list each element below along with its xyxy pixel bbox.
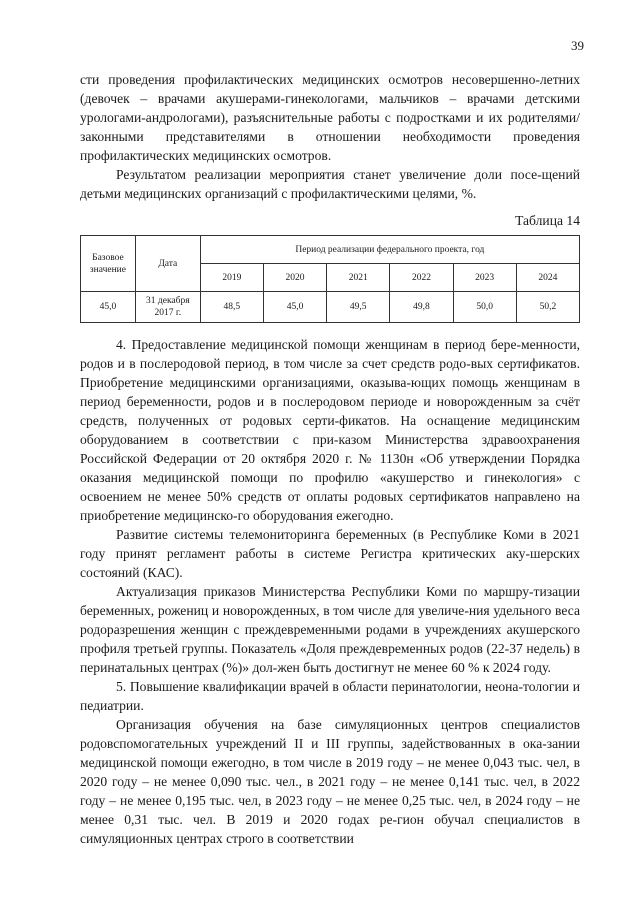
- header-date: Дата: [135, 236, 200, 292]
- paragraph-continuation: сти проведения профилактических медицинских осмотров несовершенно-летних (девочек – врачами акушерами-гинекологами, мальчиков – врачами детскими урологами-андрологами), разъяснительные работы с подростками и их родителями/законными представителями в отношении необходимости проведения профилактических медицинских осмотров.: [80, 72, 580, 163]
- header-year: 2024: [516, 264, 579, 292]
- header-year: 2021: [327, 264, 390, 292]
- paragraph-item-5: 5. Повышение квалификации врачей в области перинатологии, неона-тологии и педиатрии.: [80, 679, 580, 713]
- cell-value: 49,8: [390, 292, 453, 323]
- paragraph-telemonitoring: Развитие системы телемониторинга беременных (в Республике Коми в 2021 году принят регламент работы в системе Регистра критических аку-шерских состояний (КАС).: [80, 527, 580, 580]
- cell-value: 50,0: [453, 292, 516, 323]
- paragraph-training: Организация обучения на базе симуляционных центров специалистов родовспомогательных учреждений II и III группы, задействованных в ока-зании медицинской помощи ежегодно, в том числе в 2019 году – не менее 0,043 тыс. чел, в 2020 году – не менее 0,090 тыс. чел., в 2021 году – не менее 0,141 тыс. чел, в 2022 году – не менее 0,195 тыс. чел, в 2023 году – не менее 0,25 тыс. чел, в 2024 году – не менее 0,31 тыс. чел. В 2019 и 2020 годах ре-гион обучал специалистов в симуляционных центрах строго в соответствии: [80, 717, 580, 846]
- paragraph-result: Результатом реализации мероприятия станет увеличение доли посе-щений детьми медицинских организаций с профилактическими целями, %.: [80, 167, 580, 201]
- header-base-value: Базовое значение: [81, 236, 136, 292]
- cell-base-value: 45,0: [81, 292, 136, 323]
- cell-value: 48,5: [200, 292, 263, 323]
- cell-value: 50,2: [516, 292, 579, 323]
- cell-date: 31 декабря 2017 г.: [135, 292, 200, 323]
- table-caption: Таблица 14: [515, 213, 580, 228]
- indicator-table: [80, 235, 580, 323]
- page-number: 39: [571, 38, 584, 53]
- cell-value: 45,0: [263, 292, 326, 323]
- header-year: 2023: [453, 264, 516, 292]
- header-period: Период реализации федерального проекта, год: [200, 236, 579, 264]
- header-year: 2020: [263, 264, 326, 292]
- header-year: 2022: [390, 264, 453, 292]
- header-year: 2019: [200, 264, 263, 292]
- table-row: [81, 292, 580, 323]
- paragraph-item-4: 4. Предоставление медицинской помощи женщинам в период бере-менности, родов и в послеродовой период, в том числе за счет средств родо-вых сертификатов. Приобретение медицинскими организациями, оказыва-ющих помощь женщинам в период беременности, родов и в послеродовом периоде и новорожденным за счёт средств, полученных от родовых серти-фикатов. На оснащение медицинским оборудованием в соответствии с при-казом Министерства здравоохранения Российской Федерации от 20 октября 2020 г. № 1130н «Об утверждении Порядка оказания медицинской помощи по профилю «акушерство и гинекология» с освоением не менее 50% средств от оплаты родовых сертификатов направлено на приобретение медицинско-го оборудования ежегодно.: [80, 337, 580, 523]
- cell-value: 49,5: [327, 292, 390, 323]
- document-body: [80, 70, 580, 848]
- paragraph-routing: Актуализация приказов Министерства Республики Коми по маршру-тизации беременных, рожениц и новорожденных, в том числе для увеличе-ния удельного веса родоразрешения женщин с преждевременными родами в учреждениях акушерского профиля третьей группы. Показатель «Доля преждевременных родов (22-37 недель) в перинатальных центрах (%)» дол-жен быть достигнут не менее 60 % к 2024 году.: [80, 584, 580, 675]
